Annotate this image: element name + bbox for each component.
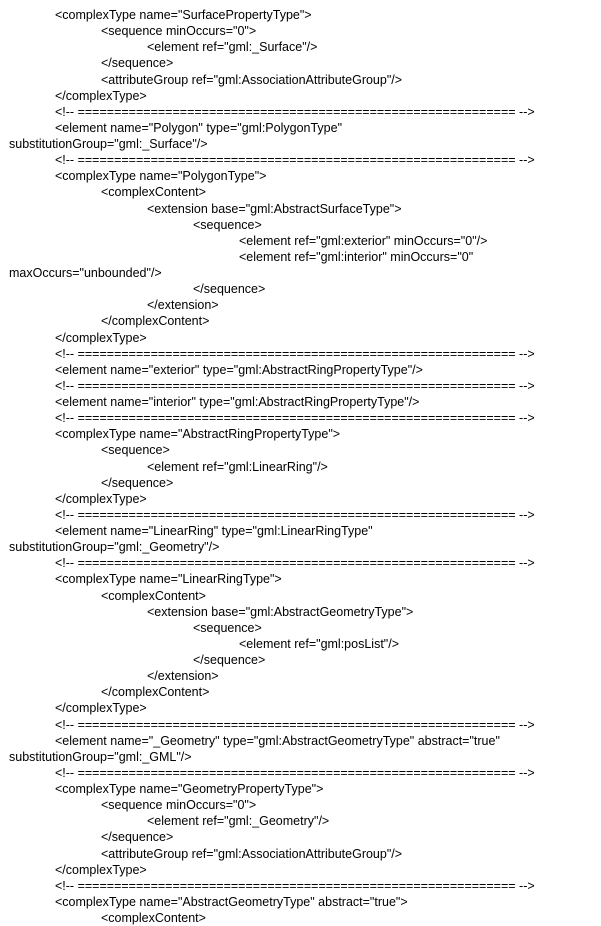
code-line: </complexType> xyxy=(55,491,147,506)
code-line: <!-- ============================================================ --> xyxy=(55,717,535,732)
code-line: maxOccurs="unbounded"/> xyxy=(9,266,162,280)
code-line: </sequence> xyxy=(101,830,174,845)
code-line: <sequence> xyxy=(193,620,262,635)
code-line: </sequence> xyxy=(193,653,266,667)
code-line: </complexContent> xyxy=(101,685,210,700)
code-line: </complexContent> xyxy=(101,314,210,329)
code-line: <sequence> xyxy=(101,443,170,458)
code-line: <complexType name="AbstractRingPropertyType"> xyxy=(55,427,341,442)
code-line: <complexType name="GeometryPropertyType"> xyxy=(55,782,324,796)
code-line: <element ref="gml:_Geometry"/> xyxy=(147,814,330,829)
code-line: <!-- ============================================================ --> xyxy=(55,878,535,893)
code-line: <element ref="gml:posList"/> xyxy=(239,636,399,651)
code-line: <complexContent> xyxy=(101,588,206,603)
code-line: <element ref="gml:exterior" minOccurs="0"/> xyxy=(239,233,488,248)
code-line: <element name="_Geometry" type="gml:AbstractGeometryType" abstract="true" xyxy=(55,733,500,748)
code-line: </complexType> xyxy=(55,862,147,877)
code-line: <element ref="gml:_Surface"/> xyxy=(147,40,318,55)
code-line: <complexType name="AbstractGeometryType" abstract="true"> xyxy=(55,894,408,909)
code-line: <complexType name="LinearRingType"> xyxy=(55,572,282,587)
code-line: <element name="LinearRing" type="gml:LinearRingType" xyxy=(55,524,373,538)
code-line: <!-- ============================================================ --> xyxy=(55,507,535,522)
code-line: </complexType> xyxy=(55,701,147,716)
code-line: <extension base="gml:AbstractSurfaceType"> xyxy=(147,201,402,216)
code-line: substitutionGroup="gml:_Surface"/> xyxy=(9,137,208,151)
code-line: <!-- ============================================================ --> xyxy=(55,765,535,780)
code-line: <sequence minOccurs="0"> xyxy=(101,798,257,813)
code-line: <!-- ============================================================ --> xyxy=(55,556,535,571)
code-line: <complexContent> xyxy=(101,185,206,200)
code-line: <element ref="gml:LinearRing"/> xyxy=(147,459,328,474)
code-line: <!-- ============================================================ --> xyxy=(55,411,535,426)
xml-schema-listing xyxy=(0,7,601,926)
code-line: </sequence> xyxy=(193,282,266,297)
code-line: <!-- ============================================================ --> xyxy=(55,346,535,361)
code-line: <element name="Polygon" type="gml:PolygonType" xyxy=(55,120,343,135)
code-line: <attributeGroup ref="gml:AssociationAttributeGroup"/> xyxy=(101,846,403,861)
code-line: </extension> xyxy=(147,298,219,313)
code-line: <element name="interior" type="gml:AbstractRingPropertyType"/> xyxy=(55,395,420,409)
code-line: <complexContent> xyxy=(101,911,206,925)
code-line: <sequence minOccurs="0"> xyxy=(101,24,257,39)
code-line: <element name="exterior" type="gml:AbstractRingPropertyType"/> xyxy=(55,362,423,377)
code-line: </sequence> xyxy=(101,475,174,490)
code-line: </sequence> xyxy=(101,56,174,71)
code-line: substitutionGroup="gml:_GML"/> xyxy=(9,749,192,764)
code-line: <attributeGroup ref="gml:AssociationAttributeGroup"/> xyxy=(101,72,403,87)
code-line: <!-- ============================================================ --> xyxy=(55,104,535,119)
code-line: <!-- ============================================================ --> xyxy=(55,153,535,168)
code-line: </complexType> xyxy=(55,88,147,103)
code-line: substitutionGroup="gml:_Geometry"/> xyxy=(9,540,220,555)
code-line: <complexType name="PolygonType"> xyxy=(55,169,267,184)
code-line: <complexType name="SurfacePropertyType"> xyxy=(55,8,312,22)
code-line: <element ref="gml:interior" minOccurs="0" xyxy=(239,249,474,264)
code-line: </extension> xyxy=(147,669,219,684)
code-line: <!-- ============================================================ --> xyxy=(55,378,535,393)
code-line: </complexType> xyxy=(55,330,147,345)
code-line: <sequence> xyxy=(193,217,262,232)
code-line: <extension base="gml:AbstractGeometryType"> xyxy=(147,604,414,619)
